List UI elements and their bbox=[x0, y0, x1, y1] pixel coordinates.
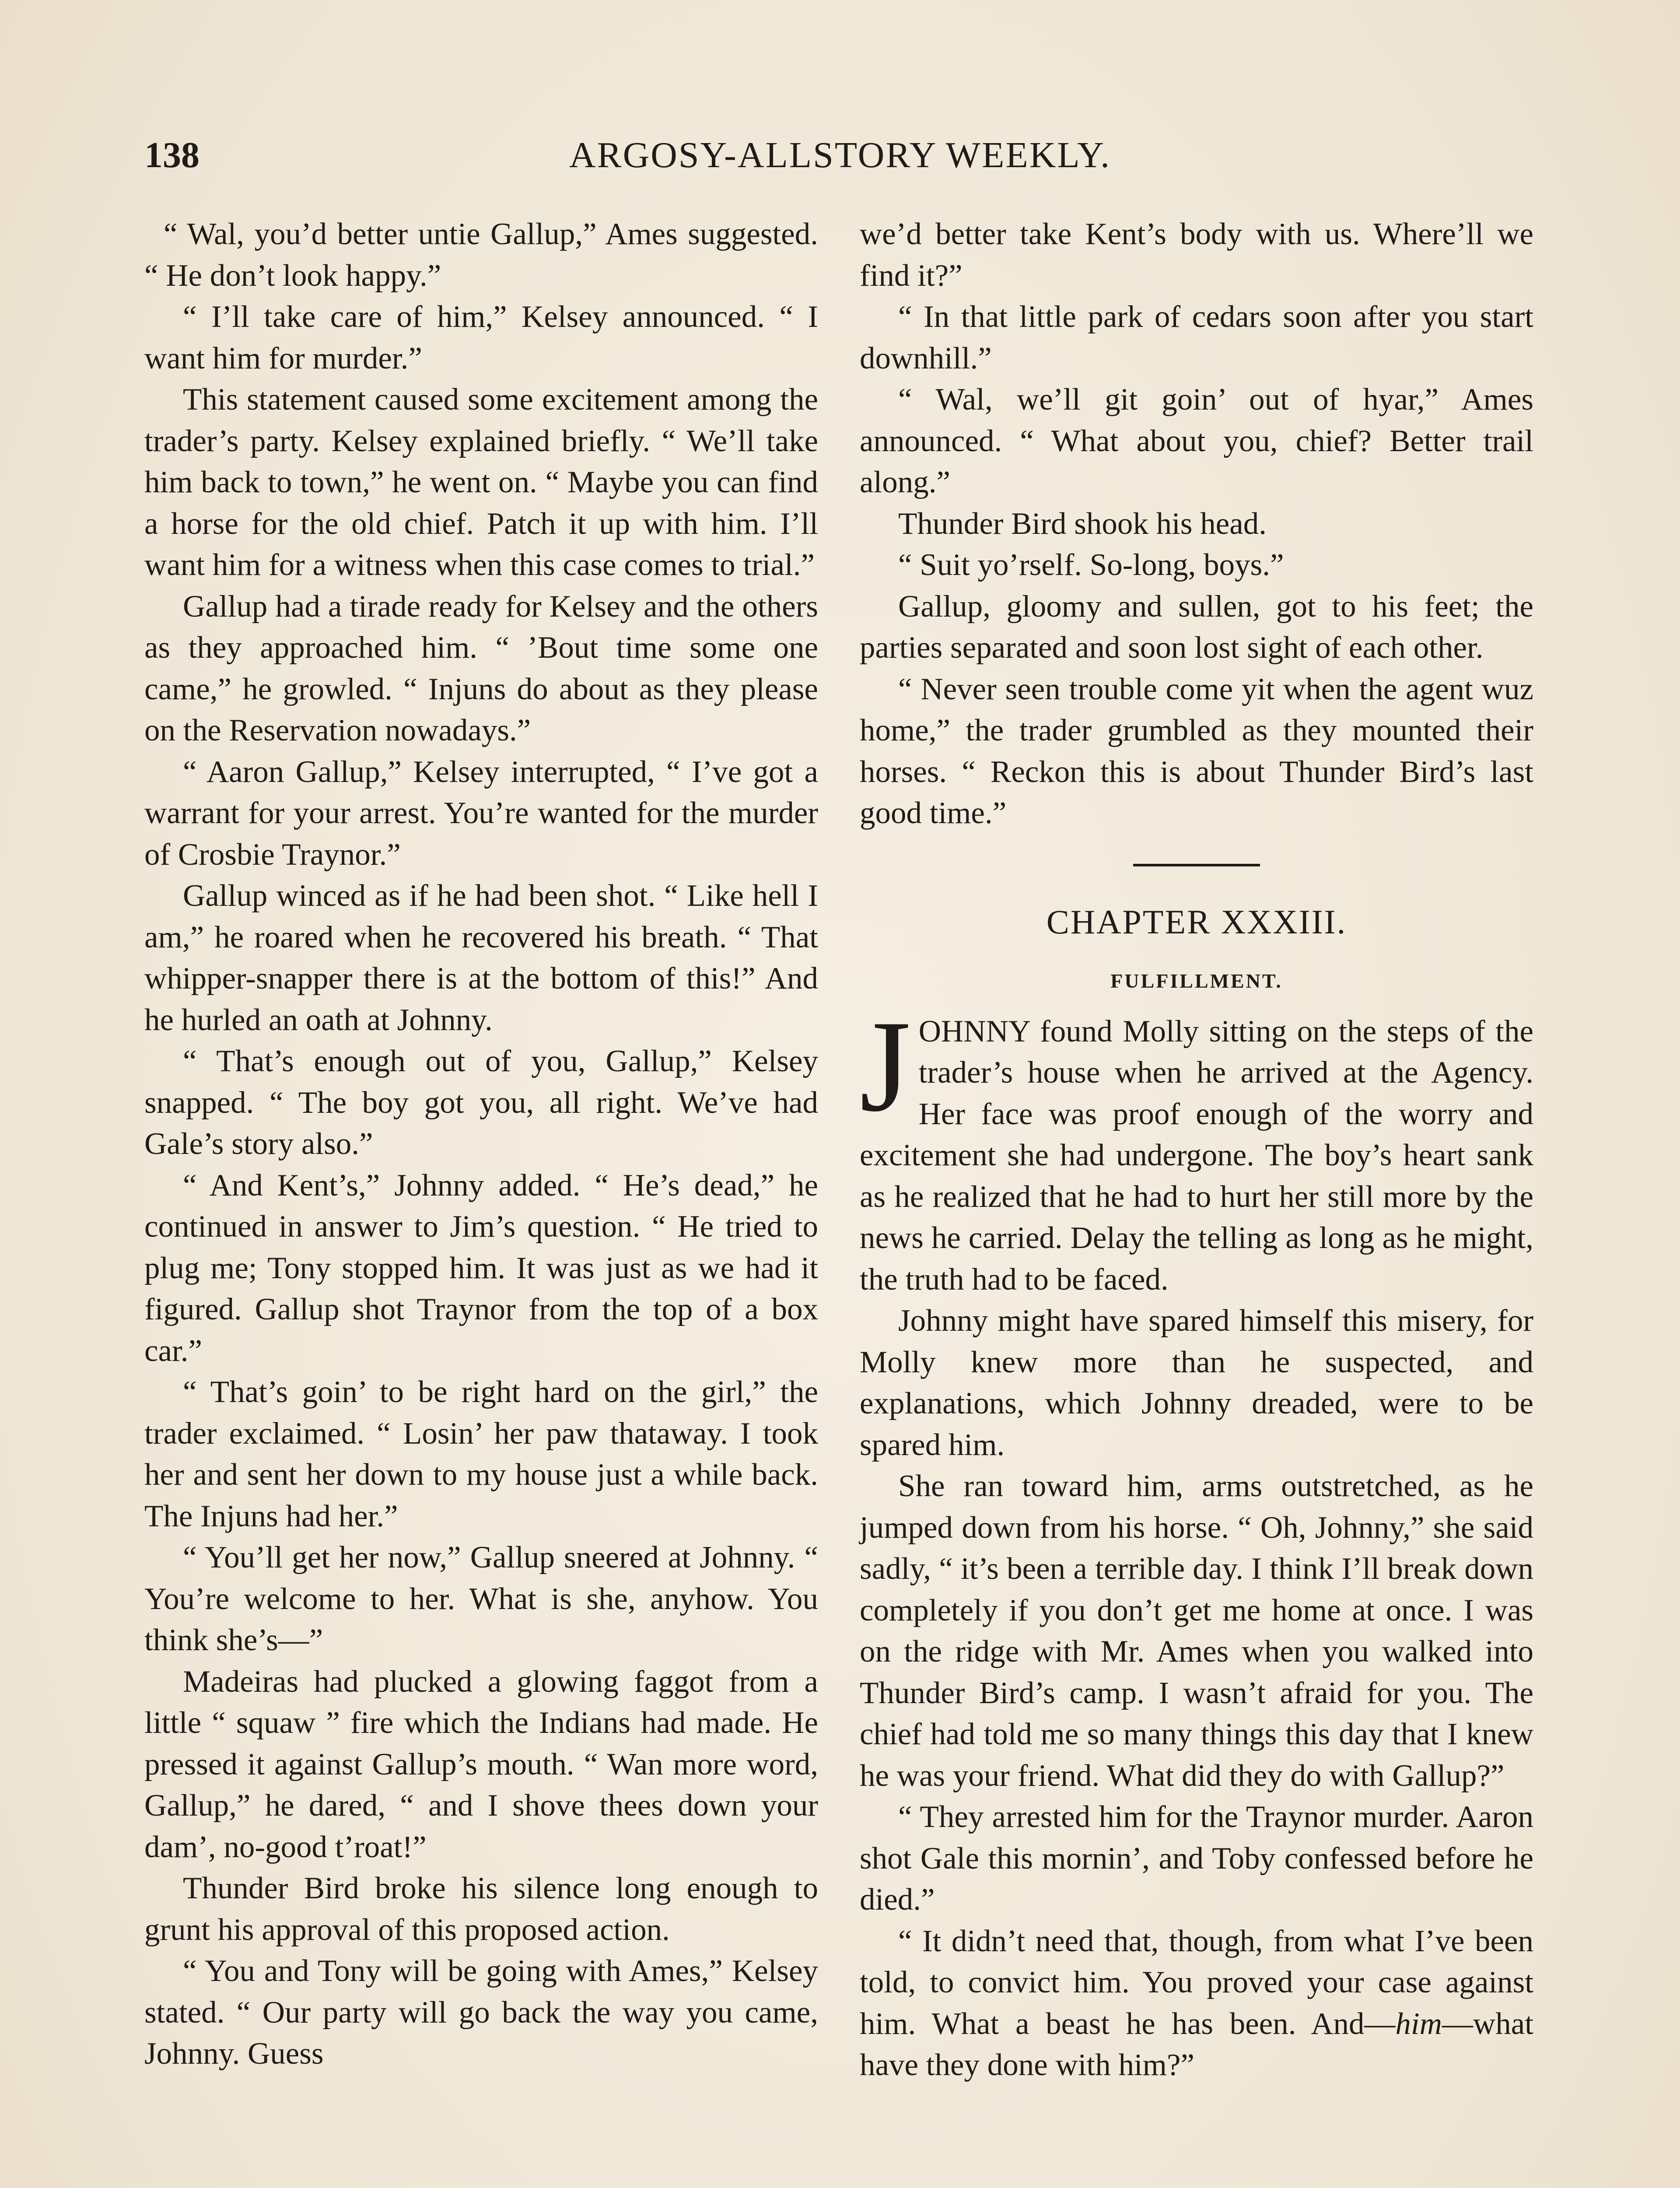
chapter-title: CHAPTER XXXIII. bbox=[1046, 902, 1347, 941]
paragraph: “ You and Tony will be going with Ames,” Kelsey stated. “ Our party will go back the way you came, Johnny. Guess bbox=[144, 1954, 818, 2071]
page-header bbox=[144, 131, 1536, 179]
chapter-subtitle: FULFILLMENT. bbox=[1110, 969, 1283, 992]
paragraph: “ Never seen trouble come yit when the agent wuz home,” the trader grumbled as they mounted their horses. “ Reckon this is about Thunder Bird’s last good time.” bbox=[860, 672, 1533, 830]
paragraph: “ Wal, we’ll git goin’ out of hyar,” Ames announced. “ What about you, chief? Better trail along.” bbox=[860, 382, 1533, 499]
final-text-italic: him bbox=[1395, 2006, 1442, 2041]
paragraph: “ Wal, you’d better untie Gallup,” Ames suggested. “ He don’t look happy.” bbox=[144, 217, 818, 293]
paragraph: Gallup, gloomy and sullen, got to his feet; the parties separated and soon lost sight of each other. bbox=[860, 589, 1533, 665]
paragraph: “ Suit yo’rself. So-long, boys.” bbox=[898, 548, 1284, 582]
paragraph: “ That’s goin’ to be right hard on the girl,” the trader exclaimed. “ Losin’ her paw thataway. I took her and sent her down to my house just a while back. The Injuns had her.” bbox=[144, 1375, 818, 1533]
chapter-opening-paragraph bbox=[860, 993, 1533, 1301]
paragraph: “ And Kent’s,” Johnny added. “ He’s dead,” he continued in answer to Jim’s question. “ He tried to plug me; Tony stopped him. It was just as we had it figured. Gallup shot Traynor from the top of a box car.” bbox=[144, 1168, 818, 1368]
paragraph: She ran toward him, arms outstretched, as he jumped down from his horse. “ Oh, Johnny,” she said sadly, “ it’s been a terrible day. I think I’ll break down completely if you don’t get me home at once. I was on the ridge with Mr. Ames when you walked into Thunder Bird’s camp. I wasn’t afraid for you. The chief had told me so many things this day that I knew he was your friend. What did they do with Gallup?” bbox=[860, 1469, 1533, 1793]
paragraph: “ Aaron Gallup,” Kelsey interrupted, “ I’ve got a warrant for your arrest. You’re wanted for the murder of Crosbie Traynor.” bbox=[144, 754, 818, 872]
section-divider bbox=[1133, 864, 1260, 866]
final-text-before: “ It didn’t need that, though, from what I’ve been told, to convict him. You proved your case against him. What a beast he has been. And— bbox=[860, 1924, 1533, 2041]
paragraph: This statement caused some excitement among the trader’s party. Kelsey explained briefly. “ We’ll take him back to town,” he went on. “ Maybe you can find a horse for the old chief. Patch it up with him. I’ll want him for a witness when this case comes to trial.” bbox=[144, 382, 818, 582]
paragraph: we’d better take Kent’s body with us. Where’ll we find it?” bbox=[860, 217, 1533, 293]
opening-text: OHNNY found Molly sitting on the steps of the trader’s house when he arrived at the Agency. Her face was proof enough of the worry and excitement she had undergone. The boy’s heart sank as he realized that he had to hurt her still more by the news he carried. Delay the telling as long as he might, the truth had to be faced. bbox=[860, 1014, 1533, 1297]
paragraph: “ That’s enough out of you, Gallup,” Kelsey snapped. “ The boy got you, all right. We’ve had Gale’s story also.” bbox=[144, 1044, 818, 1161]
paragraph: Thunder Bird shook his head. bbox=[898, 506, 1267, 541]
paragraph: Johnny might have spared himself this misery, for Molly knew more than he suspected, and explanations, which Johnny dreaded, were to be spared him. bbox=[860, 1304, 1533, 1462]
running-head: ARGOSY-ALLSTORY WEEKLY. bbox=[569, 135, 1111, 175]
final-text-after: —what have they done with him?” bbox=[860, 2006, 1533, 2082]
paragraph: “ I’ll take care of him,” Kelsey announced. “ I want him for murder.” bbox=[144, 300, 818, 375]
paragraph: Gallup had a tirade ready for Kelsey and the others as they approached him. “ ’Bout time some one came,” he growled. “ Injuns do about as they please on the Reservation nowadays.” bbox=[144, 589, 818, 747]
paragraph: Thunder Bird broke his silence long enough to grunt his approval of this proposed action. bbox=[144, 1871, 818, 1947]
paragraph: Gallup winced as if he had been shot. “ Like hell I am,” he roared when he recovered his breath. “ That whipper-snapper there is at the bottom of this!” And he hurled an oath at Johnny. bbox=[144, 879, 818, 1037]
paragraph: “ You’ll get her now,” Gallup sneered at Johnny. “ You’re welcome to her. What is she, anyhow. You think she’s—” bbox=[144, 1540, 818, 1657]
right-column bbox=[860, 214, 1533, 2086]
paragraph: “ They arrested him for the Traynor murder. Aaron shot Gale this mornin’, and Toby confessed before he died.” bbox=[860, 1800, 1533, 1917]
drop-cap: J bbox=[860, 993, 911, 1139]
paragraph: Madeiras had plucked a glowing faggot from a little “ squaw ” fire which the Indians had made. He pressed it against Gallup’s mouth. “ Wan more word, Gallup,” he dared, “ and I shove thees down your dam’, no-good t’roat!” bbox=[144, 1664, 818, 1864]
paragraph: “ In that little park of cedars soon after you start downhill.” bbox=[860, 300, 1533, 375]
left-column bbox=[144, 214, 818, 2075]
page-number: 138 bbox=[144, 135, 200, 175]
final-paragraph bbox=[860, 1921, 1533, 2086]
